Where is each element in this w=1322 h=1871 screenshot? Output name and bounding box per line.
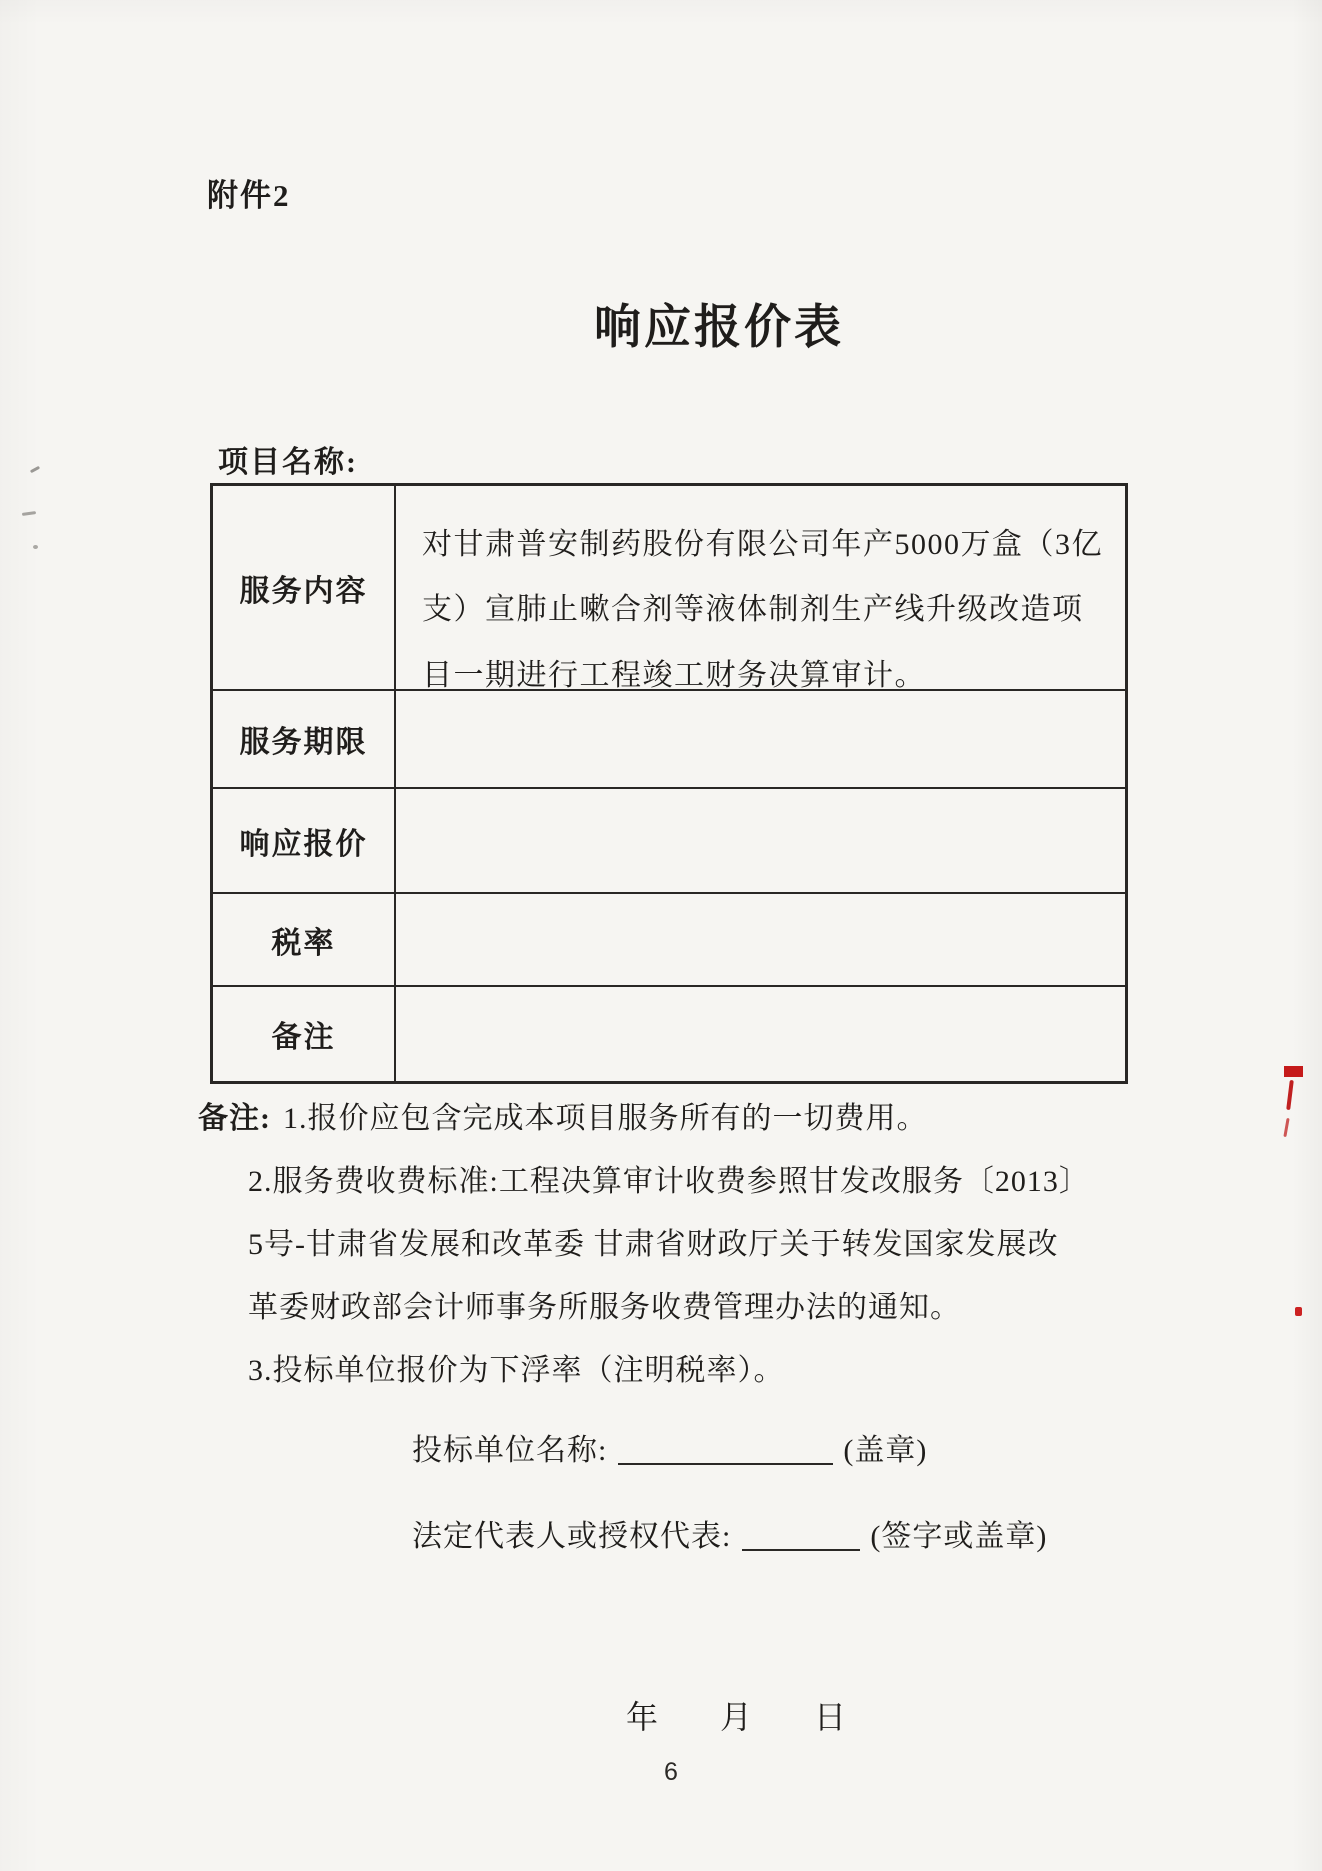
note-line: 3.投标单位报价为下浮率（注明税率）。 [248,1354,785,1387]
representative-line [412,1511,1047,1555]
row-label-remarks: 备注 [213,987,396,1081]
representative-seal-label: (签字或盖章) [870,1520,1048,1553]
row-value-service-content: 对甘肃普安制药股份有限公司年产5000万盒（3亿支）宣肺止嗽合剂等液体制剂生产线升级改造项目一期进行工程竣工财务决算审计。 [396,486,1125,691]
note-line: 5号-甘肃省发展和改革委 甘肃省财政厅关于转发国家发展改 [248,1228,1059,1261]
pencil-scan-mark [22,511,36,516]
bidder-name-label: 投标单位名称: [412,1434,608,1467]
signature-block [412,1425,1047,1597]
red-scan-mark-dot [1295,1307,1302,1316]
row-label-service-period: 服务期限 [213,691,396,789]
row-label-tax-rate: 税率 [213,894,396,987]
row-label-service-content: 服务内容 [213,486,396,691]
attachment-label: 附件2 [207,178,291,213]
day-label: 日 [814,1699,847,1735]
row-value-service-period [396,691,1125,789]
bidder-name-underline [618,1435,833,1465]
bidder-name-line [412,1425,1047,1469]
representative-label: 法定代表人或授权代表: [412,1520,732,1553]
form-title: 响应报价表 [594,302,844,354]
date-line [626,1692,846,1738]
row-value-tax-rate [396,894,1125,987]
notes-label: 备注: [198,1102,271,1135]
red-scan-mark-stroke [1286,1080,1294,1110]
bidder-seal-label: (盖章) [843,1434,928,1467]
note-line [198,1090,1148,1153]
year-label: 年 [626,1699,659,1735]
quotation-table [210,483,1128,1084]
page-number: 6 [664,1758,678,1786]
notes-section [198,1090,1148,1405]
pencil-scan-mark [33,545,38,549]
row-value-response-quote [396,789,1125,894]
red-scan-mark-rect [1284,1066,1303,1077]
month-label: 月 [720,1699,753,1735]
row-value-remarks [396,987,1125,1081]
project-name-label: 项目名称: [218,446,358,479]
note-text: 1.报价应包含完成本项目服务所有的一切费用。 [283,1102,928,1135]
note-line: 革委财政部会计师事务所服务收费管理办法的通知。 [248,1291,961,1324]
note-line: 2.服务费收费标准:工程决算审计收费参照甘发改服务〔2013〕 [248,1165,1090,1198]
representative-underline [742,1521,860,1551]
pencil-scan-mark [30,466,40,473]
red-scan-mark-stroke [1283,1118,1289,1137]
row-label-response-quote: 响应报价 [213,789,396,894]
